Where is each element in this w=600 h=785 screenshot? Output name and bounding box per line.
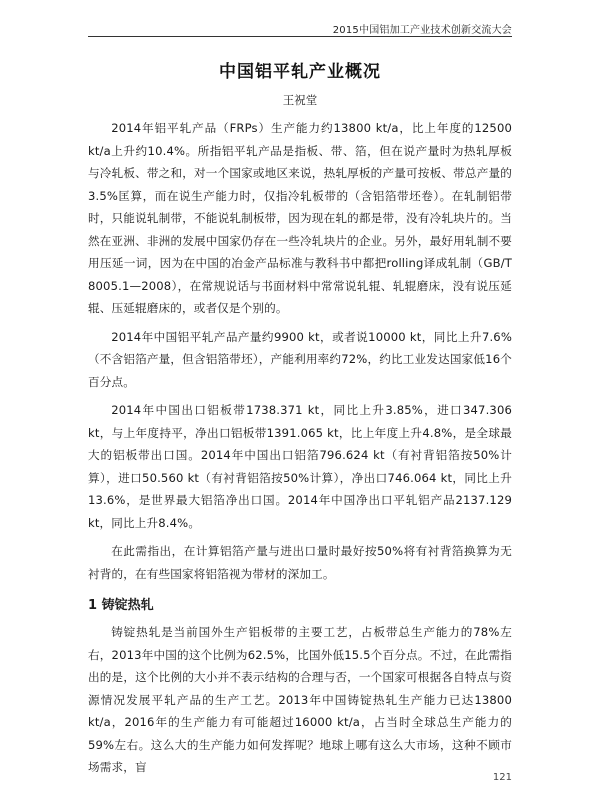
section-heading-1: 1 铸锭热轧	[88, 598, 154, 613]
paragraph-4: 在此需指出，在计算铝箔产量与进出口量时最好按50%将有衬背箔换算为无衬背的，在有些国家将铝箔视为带材的深加工。	[88, 544, 512, 581]
article-body	[88, 117, 512, 785]
running-header: 2015中国铝加工产业技术创新交流大会	[332, 25, 512, 36]
paragraph-2: 2014年中国铝平轧产品产量约9900 kt，或者说10000 kt，同比上升7.6%（不含铝箔产量，但含铝箔带坯），产能利用率约72%，约比工业发达国家低16个百分点。	[88, 329, 512, 389]
page-number: 121	[492, 772, 512, 783]
paragraph-3: 2014年中国出口铝板带1738.371 kt，同比上升3.85%，进口347.306 kt，与上年度持平，净出口铝板带1391.065 kt，比上年度上升4.8%，是全球最大的铝板带出口国。2014年中国出口铝箔796.624 kt（有衬背铝箔按50%计算），进口50.560 kt（有衬背铝箔按50%计算），净出口746.064 kt，同比上升13.6%，是世界最大铝箔净出口国。2014年中国净出口平轧铝产品2137.129 kt，同比上升8.4%。	[88, 403, 512, 530]
section-1-paragraph: 铸锭热轧是当前国外生产铝板带的主要工艺，占板带总生产能力的78%左右，2013年中国的这个比例为62.5%，比国外低15.5个百分点。不过，在此需指出的是，这个比例的大小并不表示结构的合理与否，一个国家可根据各自特点与资源情况发展平轧产品的生产工艺。2013年中国铸锭热轧生产能力已达13800 kt/a，2016年的生产能力有可能超过16000 kt/a，占当时全球总生产能力的59%左右。这么大的生产能力如何发挥呢？地球上哪有这么大市场，这种不顾市场需求，盲	[88, 625, 512, 774]
paragraph-1: 2014年铝平轧产品（FRPs）生产能力约13800 kt/a，比上年度的12500 kt/a上升约10.4%。所指铝平轧产品是指板、带、箔，但在说产量时为热轧厚板与冷轧板、带之和，对一个国家或地区来说，热轧厚板的产量可按板、带总产量的3.5%匡算，而在说生产能力时，仅指冷轧板带的（含铝箔带坯卷）。在轧制铝带时，只能说轧制带，不能说轧制板带，因为现在轧的都是带，没有冷轧块片的。当然在亚洲、非洲的发展中国家仍存在一些冷轧块片的企业。另外，最好用轧制不要用压延一词，因为在中国的冶金产品标准与教科书中都把rolling译成轧制（GB/T 8005.1—2008），在常规说话与书面材料中常常说轧辊、轧辊磨床，没有说压延辊、压延辊磨床的，或者仅是个别的。	[88, 121, 512, 315]
article-title: 中国铝平轧产业概况	[219, 62, 381, 82]
author-name: 王祝堂	[282, 93, 318, 107]
header-rule	[88, 36, 512, 37]
